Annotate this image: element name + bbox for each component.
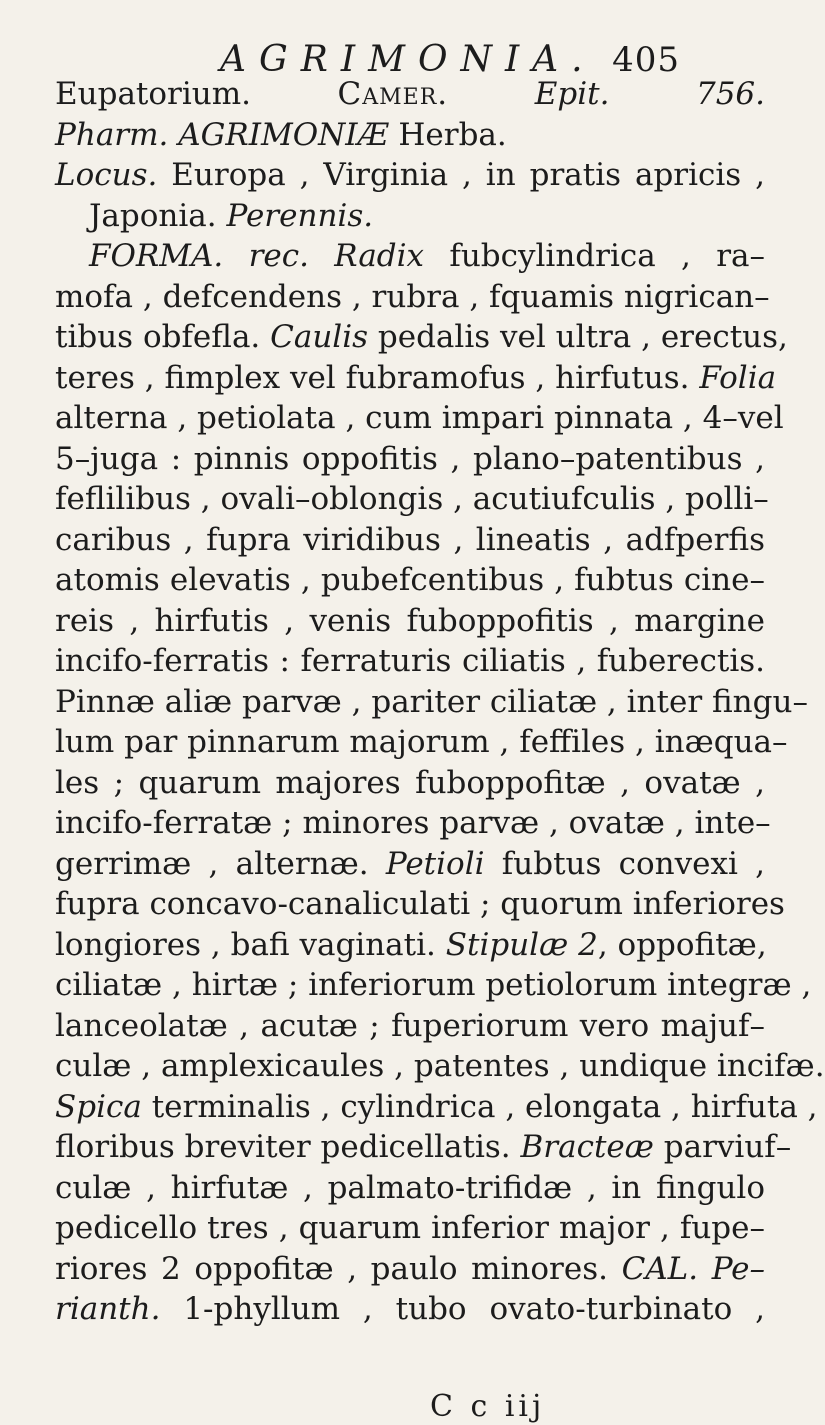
text-segment: parviuf–: [653, 1129, 792, 1165]
italic-term: Stipulæ: [445, 926, 569, 963]
text-line: [55, 763, 765, 804]
text-segment: atomis elevatis , pubefcentibus , fubtus cine–: [55, 562, 765, 598]
text-segment: fubtus convexi ,: [484, 845, 766, 882]
text-segment: terminalis , cylindrica , elongata , hirfuta ,: [141, 1088, 818, 1125]
italic-term: 2: [578, 926, 598, 963]
text-line: [55, 74, 765, 115]
text-segment: ciliatæ , hirtæ ; inferiorum petiolorum integræ ,: [55, 967, 812, 1003]
text-segment: les ; quarum majores fuboppofitæ , ovatæ ,: [55, 764, 765, 801]
text-segment: caribus , fupra viridibus , lineatis , adfperfis: [55, 521, 765, 558]
italic-term: rianth.: [55, 1291, 161, 1327]
text-line: [55, 1249, 765, 1290]
italic-term: FORMA.: [89, 238, 224, 274]
text-segment: feflilibus , ovali–oblongis , acutiufculis , polli–: [55, 481, 769, 517]
text-line: [55, 1208, 765, 1249]
text-line: [55, 1046, 825, 1087]
body-text: [55, 74, 825, 1330]
running-title: AGRIMONIA.: [220, 39, 596, 80]
text-segment: Pinnæ aliæ parvæ , pariter ciliatæ , inter fingu–: [55, 683, 808, 720]
italic-term: Pe–: [711, 1250, 766, 1287]
text-segment: [223, 238, 248, 274]
italic-term: Bracteæ: [520, 1129, 654, 1165]
text-segment: pedalis vel ultra , erectus,: [368, 319, 788, 355]
text-segment: fubcylindrica , ra–: [424, 238, 765, 274]
text-segment: incifo-ferratis : ferraturis ciliatis , fuberectis.: [55, 643, 765, 679]
italic-term: Radix: [334, 238, 425, 274]
text-line: [55, 803, 771, 844]
text-line: [55, 317, 788, 358]
italic-term: Petioli: [385, 845, 485, 882]
text-line: [55, 844, 765, 885]
text-segment: lum par pinnarum majorum , feffiles , inæqua–: [55, 724, 788, 760]
text-line: [55, 479, 769, 520]
text-segment: reis , hirfutis , venis fuboppofitis , margine: [55, 602, 765, 639]
text-segment: Europa , Virginia , in pratis apricis ,: [157, 157, 765, 193]
italic-term: 756.: [695, 76, 765, 112]
italic-term: rec.: [248, 238, 309, 274]
page-number: 405: [612, 40, 680, 80]
text-segment: teres , fimplex vel fubramofus , hirfutus.: [55, 359, 700, 396]
italic-term: Spica: [55, 1088, 142, 1125]
text-line: [55, 965, 812, 1006]
text-segment: [609, 76, 696, 112]
text-segment: , oppofitæ,: [597, 926, 767, 963]
text-line: [55, 277, 770, 318]
text-line: [55, 1168, 765, 1209]
text-segment: Herba.: [388, 116, 507, 153]
text-line: [55, 925, 765, 966]
text-segment: [168, 117, 178, 153]
text-segment: 1-phyllum , tubo ovato-turbinato ,: [160, 1291, 765, 1327]
italic-term: Perennis.: [226, 197, 374, 234]
italic-term: Pharm.: [55, 116, 169, 153]
italic-term: Folia: [699, 359, 777, 396]
text-line: [55, 682, 808, 723]
text-segment: Camer.: [337, 76, 449, 112]
text-line: [55, 641, 765, 682]
text-line: [55, 560, 765, 601]
text-segment: riores 2 oppofitæ , paulo minores.: [55, 1250, 622, 1287]
italic-term: Caulis: [270, 319, 369, 355]
text-line: [55, 1006, 765, 1047]
text-segment: [568, 927, 578, 963]
text-segment: culæ , hirfutæ , palmato-trifidæ , in fingulo: [55, 1169, 765, 1206]
text-segment: floribus breviter pedicellatis.: [55, 1129, 521, 1165]
text-line: [55, 520, 765, 561]
text-segment: tibus obfefla.: [55, 319, 271, 355]
text-segment: mofa , defcendens , rubra , fquamis nigrican–: [55, 278, 770, 315]
text-line: [55, 601, 765, 642]
italic-term: AGRIMONIÆ: [178, 116, 389, 153]
text-segment: alterna , petiolata , cum impari pinnata , 4–vel: [55, 400, 784, 436]
text-segment: [698, 1251, 712, 1287]
text-line: [55, 1289, 765, 1330]
text-segment: culæ , amplexicaules , patentes , undique incifæ.: [55, 1048, 825, 1084]
text-line: [55, 398, 784, 439]
text-line: [55, 155, 765, 196]
text-segment: [309, 238, 334, 274]
italic-term: Locus.: [55, 157, 158, 193]
text-line: [55, 358, 777, 399]
text-segment: pedicello tres , quarum inferior major , fupe–: [55, 1210, 765, 1246]
text-segment: Japonia.: [89, 197, 227, 234]
text-segment: incifo-ferratæ ; minores parvæ , ovatæ , inte–: [55, 805, 771, 841]
text-line: [55, 236, 765, 277]
text-line: [55, 1087, 818, 1128]
text-segment: lanceolatæ , acutæ ; fuperiorum vero majuf–: [55, 1007, 765, 1044]
text-segment: gerrimæ , alternæ.: [55, 845, 386, 882]
text-line: [55, 196, 765, 237]
italic-term: CAL.: [621, 1250, 699, 1287]
text-line: [55, 439, 765, 480]
text-segment: [448, 76, 535, 112]
text-segment: 5–juga : pinnis oppofitis , plano–patentibus ,: [55, 440, 765, 477]
signature-mark: C c iij: [430, 1389, 546, 1424]
text-segment: Eupatorium.: [55, 76, 338, 112]
text-line: [55, 1127, 792, 1168]
text-line: [55, 115, 765, 156]
text-line: [55, 722, 788, 763]
text-segment: fupra concavo-canaliculati ; quorum inferiores: [55, 886, 785, 922]
text-line: [55, 884, 785, 925]
text-segment: longiores , bafi vaginati.: [55, 926, 446, 963]
italic-term: Epit.: [534, 76, 610, 112]
